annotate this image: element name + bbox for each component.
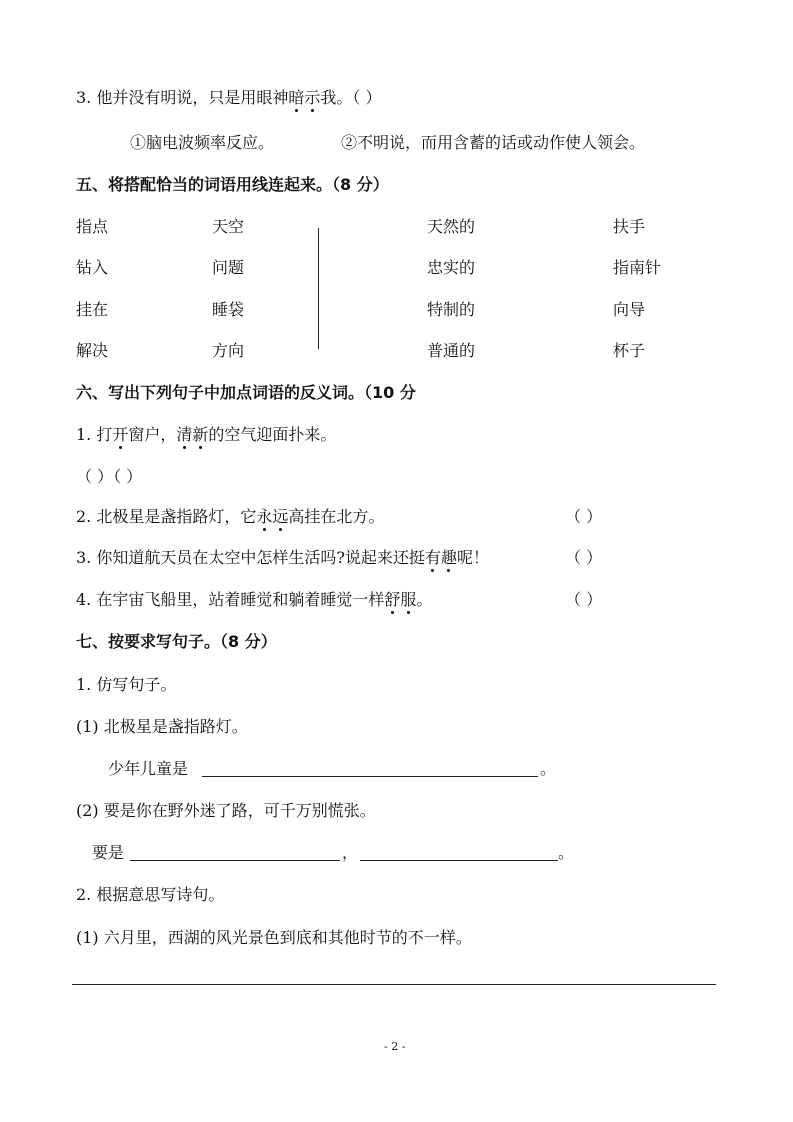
answer-line-2a[interactable]	[130, 860, 340, 861]
word-col2-1[interactable]: 问题	[212, 258, 245, 277]
sentence-3: 3. 你知道航天员在太空中怎样生活吗?说起来还挺有趣呢！	[76, 548, 489, 567]
word-col2-3[interactable]: 方向	[212, 341, 245, 360]
fill-prefix-2: 要是	[92, 843, 125, 862]
section-5-title: 五、将搭配恰当的词语用线连起来。（8 分）	[76, 175, 389, 194]
sentence-2: 2. 北极星是盏指路灯，它永远高挂在北方。	[76, 507, 385, 526]
word-col3-3[interactable]: 普通的	[427, 341, 476, 360]
sentence-4: 4. 在宇宙飞船里，站着睡觉和躺着睡觉一样舒服。	[76, 590, 433, 609]
q3-line: 3. 他并没有明说，只是用眼神暗示我。（ ）	[76, 88, 382, 107]
q3-option-1: ①脑电波频率反应。	[130, 133, 275, 152]
answer-blank-2[interactable]: （ ）	[565, 507, 603, 526]
word-col4-2[interactable]: 向导	[613, 300, 646, 319]
word-col2-2[interactable]: 睡袋	[212, 300, 245, 319]
word-col1-0[interactable]: 指点	[76, 217, 109, 236]
section-7-title: 七、按要求写句子。（8 分）	[76, 632, 277, 651]
word-col2-0[interactable]: 天空	[212, 217, 245, 236]
word-col3-1[interactable]: 忠实的	[427, 258, 476, 277]
word-col4-0[interactable]: 扶手	[613, 217, 646, 236]
answer-blank-3[interactable]: （ ）	[565, 548, 603, 567]
word-col1-3[interactable]: 解决	[76, 341, 109, 360]
task-2-label: 2. 根据意思写诗句。	[76, 885, 225, 904]
dotted-char: 示	[304, 88, 321, 107]
dotted-char: 趣	[440, 548, 457, 567]
word-col4-3[interactable]: 杯子	[613, 341, 646, 360]
task-1-1: (1) 北极星是盏指路灯。	[76, 717, 248, 736]
divider-line	[318, 228, 319, 349]
word-col1-2[interactable]: 挂在	[76, 300, 109, 319]
answer-blank-4[interactable]: （ ）	[565, 590, 603, 609]
answer-blanks-1[interactable]: （ ）（ ）	[76, 467, 143, 486]
fill-prefix-1: 少年儿童是	[108, 759, 189, 778]
fill-end-2: 。	[558, 843, 575, 862]
dotted-char: 开	[112, 425, 129, 444]
word-col3-0[interactable]: 天然的	[427, 217, 476, 236]
answer-line-2b[interactable]	[360, 860, 558, 861]
dotted-char: 清	[176, 425, 193, 444]
answer-line-3[interactable]	[72, 984, 716, 985]
task-2-1: (1) 六月里，西湖的风光景色到底和其他时节的不一样。	[76, 928, 472, 947]
dotted-char: 远	[272, 507, 289, 526]
task-1-label: 1. 仿写句子。	[76, 675, 177, 694]
word-col3-2[interactable]: 特制的	[427, 300, 476, 319]
fill-comma: ，	[342, 843, 359, 862]
word-col1-1[interactable]: 钻入	[76, 258, 109, 277]
dotted-char: 暗	[288, 88, 305, 107]
word-col4-1[interactable]: 指南针	[613, 258, 662, 277]
sentence-1: 1. 打开窗户，清新的空气迎面扑来。	[76, 425, 337, 444]
dotted-char: 永	[256, 507, 273, 526]
dotted-char: 舒	[384, 590, 401, 609]
answer-line-1[interactable]	[202, 776, 538, 777]
dotted-char: 新	[192, 425, 209, 444]
dotted-char: 服	[400, 590, 417, 609]
page-number: - 2 -	[384, 1040, 406, 1053]
task-1-2: (2) 要是你在野外迷了路，可千万别慌张。	[76, 801, 376, 820]
fill-end-1: 。	[540, 759, 557, 778]
dotted-char: 有	[424, 548, 441, 567]
section-6-title: 六、写出下列句子中加点词语的反义词。（10 分	[76, 383, 416, 402]
q3-option-2: ②不明说，而用含蓄的话或动作使人领会。	[341, 133, 646, 152]
